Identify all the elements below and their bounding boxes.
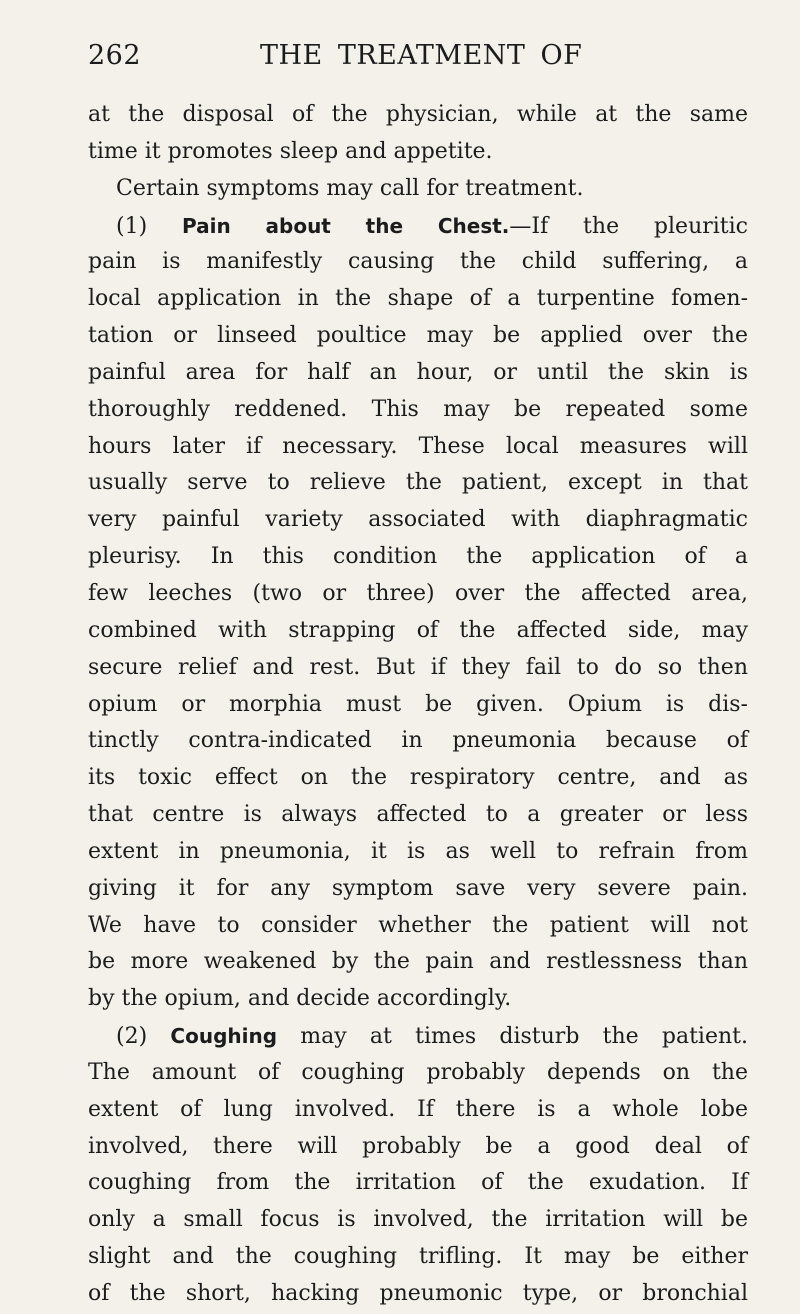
text-line: only a small focus is involved, the irritation will be: [88, 1207, 748, 1233]
text-line: extent in pneumonia, it is as well to refrain from: [88, 838, 748, 864]
text-line: hours later if necessary. These local measures will: [88, 433, 748, 459]
text-line: The amount of coughing probably depends on the: [88, 1059, 748, 1085]
text-line: coughing from the irritation of the exudation. If: [88, 1170, 748, 1196]
text-line: its toxic effect on the respiratory centre, and as: [88, 765, 748, 791]
running-title: THE TREATMENT OF: [260, 40, 583, 71]
text-line: slight and the coughing trifling. It may be either: [88, 1244, 748, 1270]
text-line: Certain symptoms may call for treatment.: [116, 175, 584, 201]
page-number: 262: [88, 40, 142, 71]
section-heading-coughing: Coughing: [170, 1024, 278, 1049]
text-line: tation or linseed poultice may be applied over the: [88, 323, 748, 349]
section-number: (1): [116, 213, 182, 239]
text-line: local application in the shape of a turpentine fomen-: [88, 286, 748, 312]
text-line: thoroughly reddened. This may be repeated some: [88, 396, 748, 422]
body-text: [88, 97, 748, 1313]
text-line: painful area for half an hour, or until the skin is: [88, 359, 748, 385]
text-line: combined with strapping of the affected side, may: [88, 617, 748, 643]
text-line: tinctly contra-indicated in pneumonia because of: [88, 728, 748, 754]
text-line: that centre is always affected to a greater or less: [88, 802, 748, 828]
text-line: be more weakened by the pain and restlessness than: [88, 949, 748, 975]
text-line: pain is manifestly causing the child suffering, a: [88, 249, 748, 275]
text-line: very painful variety associated with diaphragmatic: [88, 507, 748, 533]
section-number: (2): [116, 1024, 171, 1050]
section-heading-pain-about-chest: Pain about the Chest.: [182, 213, 510, 238]
page-header: [88, 40, 728, 80]
text-line: time it promotes sleep and appetite.: [88, 138, 493, 164]
text-line: involved, there will probably be a good deal of: [88, 1133, 748, 1159]
text-line-with-heading: [88, 1018, 748, 1055]
text-line: giving it for any symptom save very severe pain.: [88, 875, 748, 901]
text-line-with-heading: [88, 208, 748, 245]
text-line: opium or morphia must be given. Opium is dis-: [88, 691, 748, 717]
heading-continuation: may at times disturb the patient.: [277, 1024, 748, 1050]
text-line: by the opium, and decide accordingly.: [88, 986, 512, 1012]
text-line: at the disposal of the physician, while at the same: [88, 102, 748, 127]
text-line: of the short, hacking pneumonic type, or bronchial: [88, 1281, 748, 1306]
text-line: We have to consider whether the patient will not: [88, 912, 748, 938]
text-line: pleurisy. In this condition the application of a: [88, 544, 748, 570]
text-line: usually serve to relieve the patient, except in that: [88, 470, 748, 496]
text-line: few leeches (two or three) over the affected area,: [88, 580, 748, 606]
text-line: extent of lung involved. If there is a whole lobe: [88, 1096, 748, 1122]
text-line: secure relief and rest. But if they fail to do so then: [88, 654, 748, 680]
heading-continuation: —If the pleuritic: [509, 213, 748, 239]
